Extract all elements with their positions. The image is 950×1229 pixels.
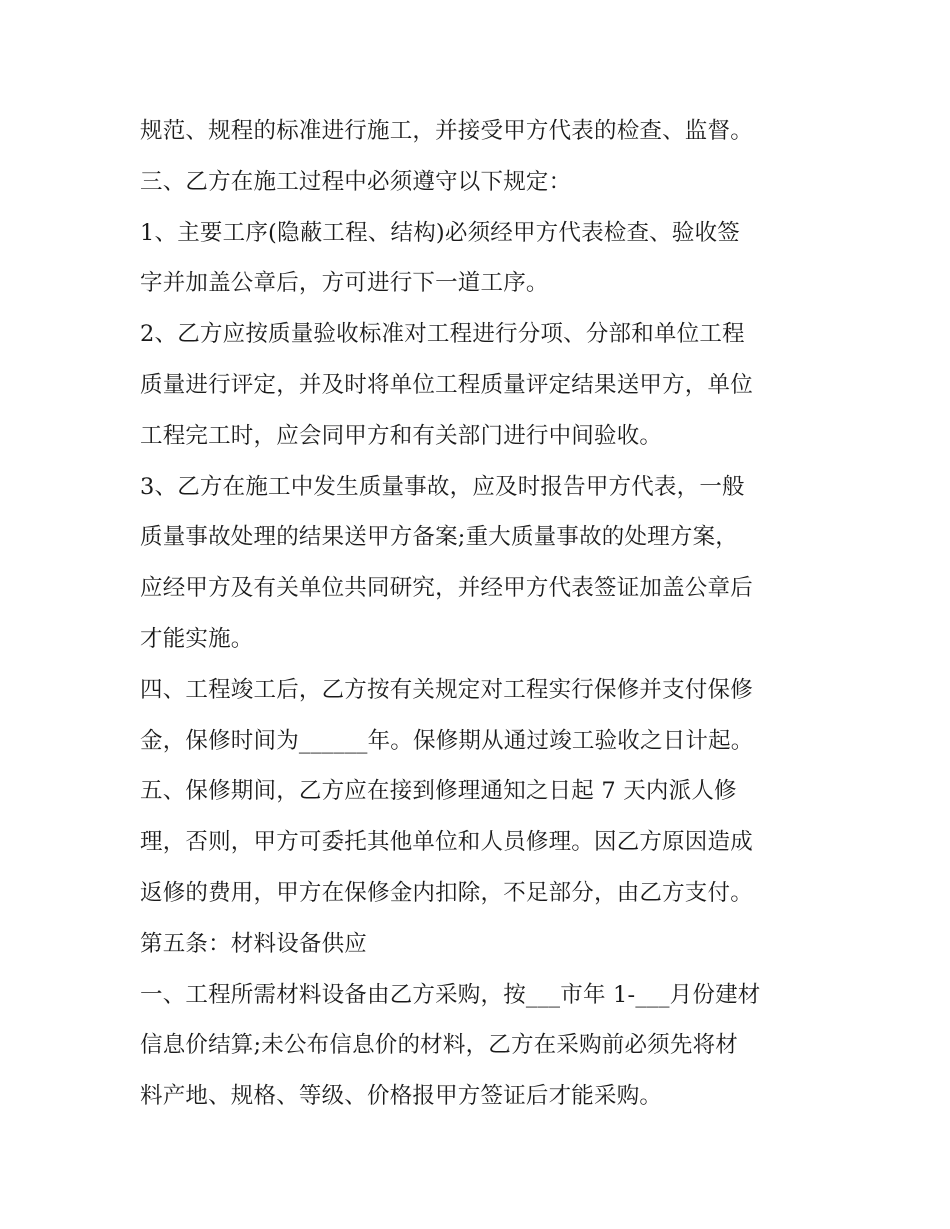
text-line: 质量进行评定，并及时将单位工程质量评定结果送甲方，单位 — [140, 371, 753, 398]
text-line: 2、乙方应按质量验收标准对工程进行分项、分部和单位工程 — [140, 321, 745, 348]
text-line: 料产地、规格、等级、价格报甲方签证后才能采购。 — [140, 1083, 663, 1110]
text-line: 才能实施。 — [140, 625, 254, 652]
text-line: 五、保修期间，乙方应在接到修理通知之日起 7 天内派人修 — [140, 778, 737, 805]
text-line: 四、工程竣工后，乙方按有关规定对工程实行保修并支付保修 — [140, 676, 753, 703]
text-line: 返修的费用，甲方在保修金内扣除，不足部分，由乙方支付。 — [140, 879, 753, 906]
text-line: 一、工程所需材料设备由乙方采购，按___市年 1-___月份建材 — [140, 981, 761, 1008]
text-line: 理，否则，甲方可委托其他单位和人员修理。因乙方原因造成 — [140, 829, 753, 856]
text-line: 质量事故处理的结果送甲方备案;重大质量事故的处理方案， — [140, 524, 738, 551]
text-line: 字并加盖公章后，方可进行下一道工序。 — [140, 270, 549, 297]
document-body — [140, 106, 830, 1122]
text-line: 1、主要工序(隐蔽工程、结构)必须经甲方代表检查、验收签 — [140, 219, 740, 246]
text-line: 工程完工时，应会同甲方和有关部门进行中间验收。 — [140, 422, 663, 449]
text-line: 金，保修时间为______年。保修期从通过竣工验收之日计起。 — [140, 727, 754, 754]
text-line: 信息价结算;未公布信息价的材料，乙方在采购前必须先将材 — [140, 1032, 738, 1059]
text-line: 规范、规程的标准进行施工，并接受甲方代表的检查、监督。 — [140, 118, 753, 144]
text-line: 三、乙方在施工过程中必须遵守以下规定： — [140, 168, 572, 195]
section-heading: 第五条：材料设备供应 — [140, 930, 368, 957]
text-line: 3、乙方在施工中发生质量事故，应及时报告甲方代表，一般 — [140, 473, 745, 500]
text-line: 应经甲方及有关单位共同研究，并经甲方代表签证加盖公章后 — [140, 575, 753, 602]
